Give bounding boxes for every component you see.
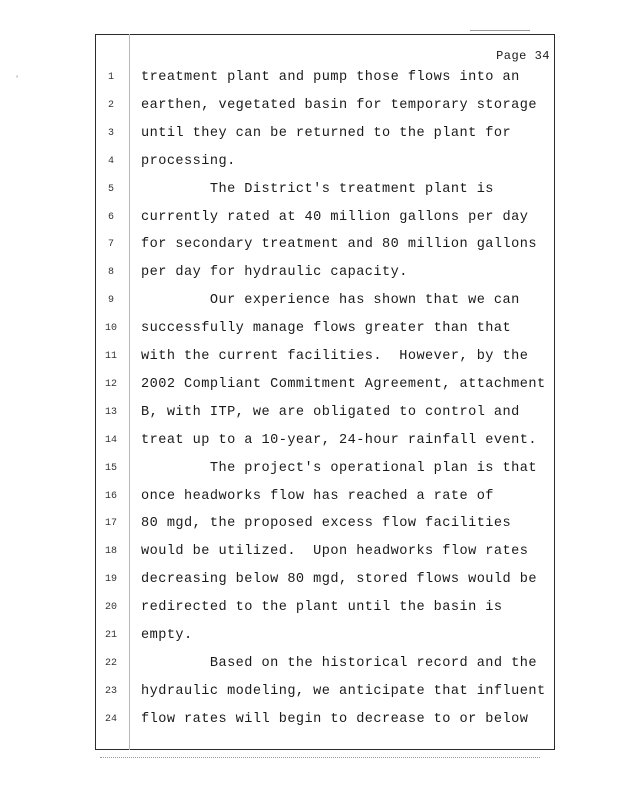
scan-artifact-bottom (100, 757, 540, 759)
line-number: 2 (107, 99, 114, 111)
transcript-line: decreasing below 80 mgd, stored flows would be (141, 572, 537, 588)
transcript-line: redirected to the plant until the basin is (141, 600, 503, 616)
margin-mark: ʼ (14, 76, 21, 87)
line-number: 20 (104, 602, 117, 614)
transcript-line: per day for hydraulic capacity. (141, 265, 408, 281)
transcript-line: earthen, vegetated basin for temporary storage (141, 97, 537, 113)
transcript-line: with the current facilities. However, by the (141, 349, 529, 364)
line-number: 7 (107, 239, 114, 251)
transcript-line: hydraulic modeling, we anticipate that influent (141, 683, 546, 699)
line-number: 15 (104, 462, 117, 474)
transcript-line: The District's treatment plant is (141, 181, 494, 197)
scan-artifact-top (470, 30, 530, 31)
line-number: 6 (107, 211, 114, 223)
transcript-line: Our experience has shown that we can (141, 293, 520, 309)
transcript-line: treat up to a 10-year, 24-hour rainfall event. (141, 432, 537, 448)
transcript-line: would be utilized. Upon headworks flow rates (141, 544, 529, 560)
line-number: 21 (104, 630, 117, 641)
transcript-line: currently rated at 40 million gallons per day (141, 209, 529, 225)
transcript-line: The project's operational plan is that (141, 460, 537, 476)
transcript-line: for secondary treatment and 80 million gallons (141, 237, 537, 253)
transcript-line: Based on the historical record and the (141, 655, 537, 671)
transcript-line: empty. (141, 628, 193, 643)
line-number: 22 (104, 657, 117, 669)
transcript-line: 80 mgd, the proposed excess flow facilities (141, 516, 512, 532)
line-number: 9 (107, 295, 114, 307)
line-number: 14 (104, 434, 117, 446)
transcript-line: once headworks flow has reached a rate of (141, 488, 494, 504)
line-number: 3 (107, 127, 114, 139)
line-number: 19 (104, 574, 117, 586)
transcript-line: flow rates will begin to decrease to or below (141, 711, 529, 727)
line-number: 8 (107, 267, 114, 279)
line-number: 5 (107, 183, 114, 195)
line-number: 16 (104, 490, 117, 502)
transcript-line: successfully manage flows greater than that (141, 321, 512, 337)
line-number: 10 (104, 323, 117, 335)
transcript-line: B, with ITP, we are obligated to control and (141, 404, 520, 420)
line-number: 23 (104, 685, 117, 697)
transcript-line: 2002 Compliant Commitment Agreement, attachment (141, 376, 546, 392)
page-number: Page 34 (496, 49, 550, 63)
line-number: 18 (104, 546, 117, 558)
transcript-line: treatment plant and pump those flows into an (141, 70, 520, 85)
line-number: 12 (104, 378, 117, 390)
transcript-line: processing. (141, 153, 236, 169)
line-number: 17 (104, 518, 117, 530)
line-number: 24 (104, 713, 117, 725)
line-number-rule (129, 34, 130, 750)
line-number: 13 (104, 406, 117, 418)
transcript-line: until they can be returned to the plant for (141, 125, 512, 141)
line-number: 1 (107, 72, 114, 83)
line-number: 4 (107, 155, 114, 167)
line-number: 11 (104, 351, 117, 362)
